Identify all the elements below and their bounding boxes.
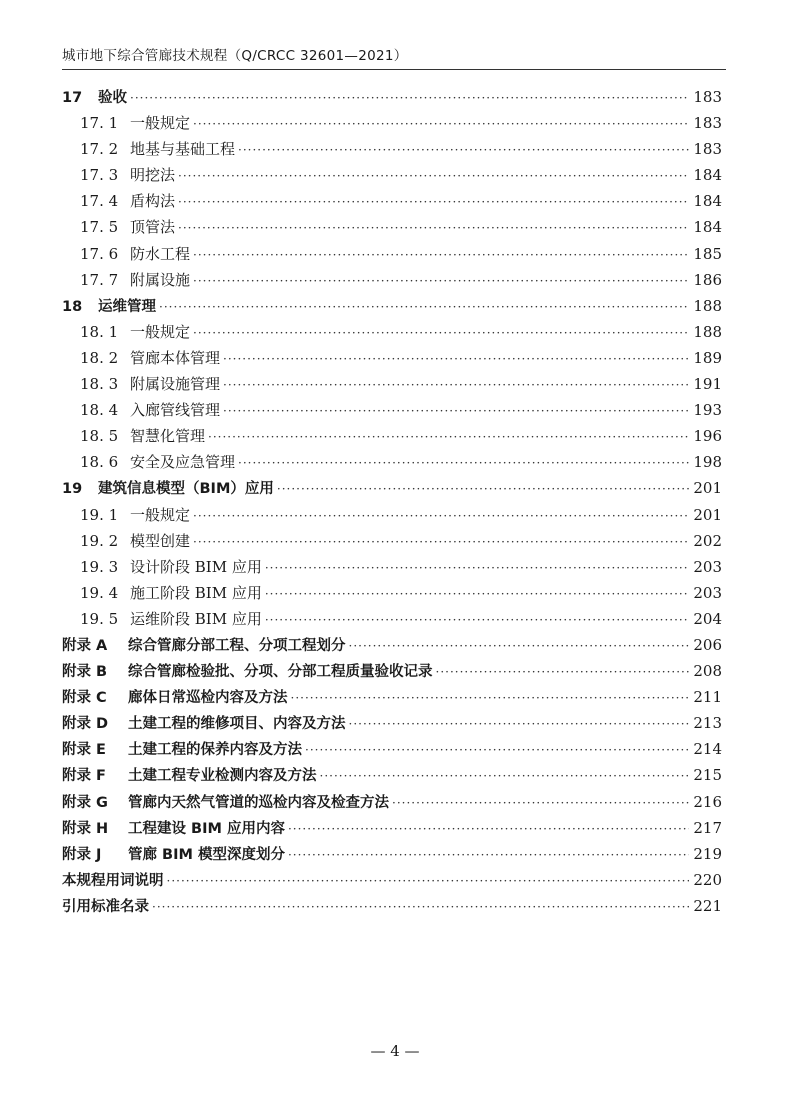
toc-entry-page: 208	[693, 662, 722, 681]
dot-leader	[291, 685, 690, 711]
toc-entry-title: 综合管廊分部工程、分项工程划分	[128, 637, 346, 654]
toc-entry-title: 安全及应急管理	[130, 453, 236, 472]
toc-entry-number: 17. 1	[80, 114, 119, 133]
toc-entry-title: 廊体日常巡检内容及方法	[128, 690, 288, 707]
toc-entry-page: 193	[693, 401, 722, 420]
toc-entry-page: 221	[693, 896, 722, 915]
toc-entry-number: 附录 C	[62, 690, 107, 707]
toc-entry[interactable]	[62, 267, 722, 293]
toc-entry-title: 顶管法	[130, 218, 176, 237]
toc-entry-number: 17. 7	[80, 270, 119, 289]
toc-entry-title: 一般规定	[130, 114, 191, 133]
dot-leader	[436, 659, 690, 685]
toc-entry[interactable]	[62, 606, 722, 632]
dot-leader	[277, 476, 689, 502]
toc-entry[interactable]	[62, 502, 722, 528]
toc-entry-number: 附录 A	[62, 637, 108, 654]
toc-entry[interactable]	[62, 841, 722, 867]
toc-entry-page: 185	[693, 244, 722, 263]
toc-entry-number: 18. 2	[80, 348, 119, 367]
toc-entry-title: 附属设施管理	[130, 375, 221, 394]
toc-entry-page: 184	[693, 192, 722, 211]
toc-entry-title: 地基与基础工程	[130, 140, 236, 159]
toc-entry-title: 土建工程的保养内容及方法	[128, 742, 302, 759]
toc-entry[interactable]	[62, 214, 722, 240]
toc-entry-title: 智慧化管理	[130, 427, 206, 446]
toc-entry[interactable]	[62, 371, 722, 397]
toc-entry[interactable]	[62, 110, 722, 136]
toc-entry-title: 一般规定	[130, 505, 191, 524]
toc-entry-title: 管廊内天然气管道的巡检内容及检查方法	[128, 794, 389, 811]
toc-entry[interactable]	[62, 580, 722, 606]
toc-entry-page: 183	[693, 140, 722, 159]
toc-entry-page: 198	[693, 453, 722, 472]
toc-entry[interactable]	[62, 397, 722, 423]
toc-entry-number: 18. 3	[80, 375, 119, 394]
toc-entry-page: 203	[693, 557, 722, 576]
dot-leader	[193, 320, 689, 346]
toc-entry-title: 验收	[98, 90, 127, 106]
dot-leader	[208, 424, 689, 450]
dot-leader	[178, 189, 689, 215]
toc-entry[interactable]	[62, 345, 722, 371]
toc-entry-number: 19	[62, 481, 83, 498]
page-number: — 4 —	[370, 1042, 420, 1060]
dot-leader	[167, 868, 690, 894]
dot-leader	[238, 137, 689, 163]
toc-entry-title: 一般规定	[130, 322, 191, 341]
toc-entry-title: 防水工程	[130, 244, 191, 263]
toc-entry-title: 土建工程的维修项目、内容及方法	[128, 716, 346, 733]
toc-entry[interactable]	[62, 684, 722, 710]
toc-entry-page: 216	[693, 792, 722, 811]
toc-entry-number: 18. 1	[80, 322, 119, 341]
table-of-contents	[62, 84, 722, 919]
toc-entry-page: 215	[693, 766, 722, 785]
dot-leader	[193, 268, 689, 294]
toc-entry[interactable]	[62, 319, 722, 345]
dot-leader	[349, 633, 690, 659]
toc-entry-page: 203	[693, 583, 722, 602]
toc-entry-page: 220	[693, 870, 722, 889]
toc-entry-title: 运维管理	[98, 298, 156, 315]
toc-entry[interactable]	[62, 423, 722, 449]
toc-entry-page: 214	[693, 740, 722, 759]
dot-leader	[178, 215, 689, 241]
dot-leader	[223, 372, 689, 398]
toc-entry[interactable]	[62, 789, 722, 815]
toc-entry-page: 183	[693, 114, 722, 133]
dot-leader	[223, 398, 689, 424]
toc-entry[interactable]	[62, 710, 722, 736]
dot-leader	[349, 711, 690, 737]
toc-entry[interactable]	[62, 632, 722, 658]
toc-entry-page: 191	[693, 375, 722, 394]
toc-entry-number: 17	[62, 90, 83, 106]
toc-entry-page: 183	[693, 88, 722, 106]
toc-entry-title: 管廊 BIM 模型深度划分	[128, 846, 285, 863]
toc-entry-title: 土建工程专业检测内容及方法	[128, 768, 317, 785]
toc-entry-page: 184	[693, 166, 722, 185]
running-header: 城市地下综合管廊技术规程（Q/CRCC 32601—2021）	[62, 48, 408, 64]
dot-leader	[288, 816, 689, 842]
toc-entry-page: 201	[693, 479, 722, 498]
toc-entry-number: 18. 4	[80, 401, 119, 420]
toc-entry-number: 17. 4	[80, 192, 119, 211]
toc-entry-number: 19. 3	[80, 557, 119, 576]
toc-entry-number: 19. 4	[80, 583, 119, 602]
dot-leader	[178, 163, 689, 189]
toc-entry-title: 附属设施	[130, 270, 191, 289]
toc-entry-title: 综合管廊检验批、分项、分部工程质量验收记录	[128, 664, 433, 681]
toc-entry-number: 19. 1	[80, 505, 119, 524]
dot-leader	[130, 85, 689, 111]
toc-entry[interactable]	[62, 162, 722, 188]
dot-leader	[392, 790, 689, 816]
header-rule	[62, 69, 726, 70]
dot-leader	[265, 555, 689, 581]
dot-leader	[320, 763, 690, 789]
toc-entry-page: 196	[693, 427, 722, 446]
toc-entry[interactable]	[62, 528, 722, 554]
toc-entry[interactable]	[62, 293, 722, 319]
toc-entry-page: 189	[693, 348, 722, 367]
toc-entry[interactable]	[62, 475, 722, 501]
toc-entry[interactable]	[62, 893, 722, 919]
toc-entry-number: 附录 H	[62, 820, 109, 837]
toc-entry-number: 18. 6	[80, 453, 119, 472]
toc-entry-title: 设计阶段 BIM 应用	[130, 557, 262, 576]
toc-entry-number: 17. 3	[80, 166, 119, 185]
dot-leader	[265, 581, 689, 607]
toc-entry-page: 188	[693, 322, 722, 341]
toc-entry-title: 盾构法	[130, 192, 176, 211]
toc-entry-number: 17. 2	[80, 140, 119, 159]
toc-entry-number: 附录 E	[62, 742, 106, 759]
dot-leader	[265, 607, 689, 633]
toc-entry-page: 186	[693, 270, 722, 289]
dot-leader	[193, 242, 689, 268]
toc-entry-title: 施工阶段 BIM 应用	[130, 583, 262, 602]
toc-entry-page: 211	[693, 688, 722, 707]
toc-entry-page: 201	[693, 505, 722, 524]
dot-leader	[238, 450, 689, 476]
toc-entry[interactable]	[62, 867, 722, 893]
toc-entry-page: 204	[693, 609, 722, 628]
dot-leader	[159, 294, 689, 320]
toc-entry-number: 附录 F	[62, 768, 106, 785]
dot-leader	[193, 111, 689, 137]
toc-entry[interactable]	[62, 136, 722, 162]
toc-entry-page: 206	[693, 635, 722, 654]
toc-entry-page: 213	[693, 714, 722, 733]
dot-leader	[223, 346, 689, 372]
toc-entry-title: 工程建设 BIM 应用内容	[128, 820, 285, 837]
toc-entry-number: 18	[62, 298, 83, 315]
toc-entry-number: 19. 2	[80, 531, 119, 550]
toc-entry[interactable]	[62, 241, 722, 267]
toc-entry-title: 本规程用词说明	[62, 872, 164, 889]
toc-entry-page: 217	[693, 818, 722, 837]
toc-entry[interactable]	[62, 736, 722, 762]
toc-entry-page: 188	[693, 296, 722, 315]
toc-entry-number: 19. 5	[80, 609, 119, 628]
toc-entry-number: 17. 6	[80, 244, 119, 263]
toc-entry[interactable]	[62, 554, 722, 580]
toc-entry-number: 附录 J	[62, 846, 102, 863]
toc-entry-title: 入廊管线管理	[130, 401, 221, 420]
toc-entry-number: 17. 5	[80, 218, 119, 237]
toc-entry-page: 202	[693, 531, 722, 550]
toc-entry-number: 附录 D	[62, 716, 109, 733]
toc-entry[interactable]	[62, 658, 722, 684]
toc-entry-title: 建筑信息模型（BIM）应用	[98, 481, 274, 498]
toc-entry[interactable]	[62, 188, 722, 214]
dot-leader	[288, 842, 689, 868]
dot-leader	[305, 737, 689, 763]
toc-entry[interactable]	[62, 815, 722, 841]
dot-leader	[193, 503, 689, 529]
toc-entry-page: 184	[693, 218, 722, 237]
toc-entry-title: 运维阶段 BIM 应用	[130, 609, 262, 628]
toc-entry[interactable]	[62, 449, 722, 475]
toc-entry-number: 18. 5	[80, 427, 119, 446]
toc-entry-number: 附录 B	[62, 664, 108, 681]
toc-entry[interactable]	[62, 84, 722, 110]
toc-entry-title: 模型创建	[130, 531, 191, 550]
dot-leader	[193, 529, 689, 555]
dot-leader	[152, 894, 689, 920]
toc-entry[interactable]	[62, 762, 722, 788]
toc-entry-title: 管廊本体管理	[130, 348, 221, 367]
toc-entry-title: 明挖法	[130, 166, 176, 185]
toc-entry-number: 附录 G	[62, 794, 108, 811]
toc-entry-page: 219	[693, 844, 722, 863]
toc-entry-title: 引用标准名录	[62, 898, 149, 915]
